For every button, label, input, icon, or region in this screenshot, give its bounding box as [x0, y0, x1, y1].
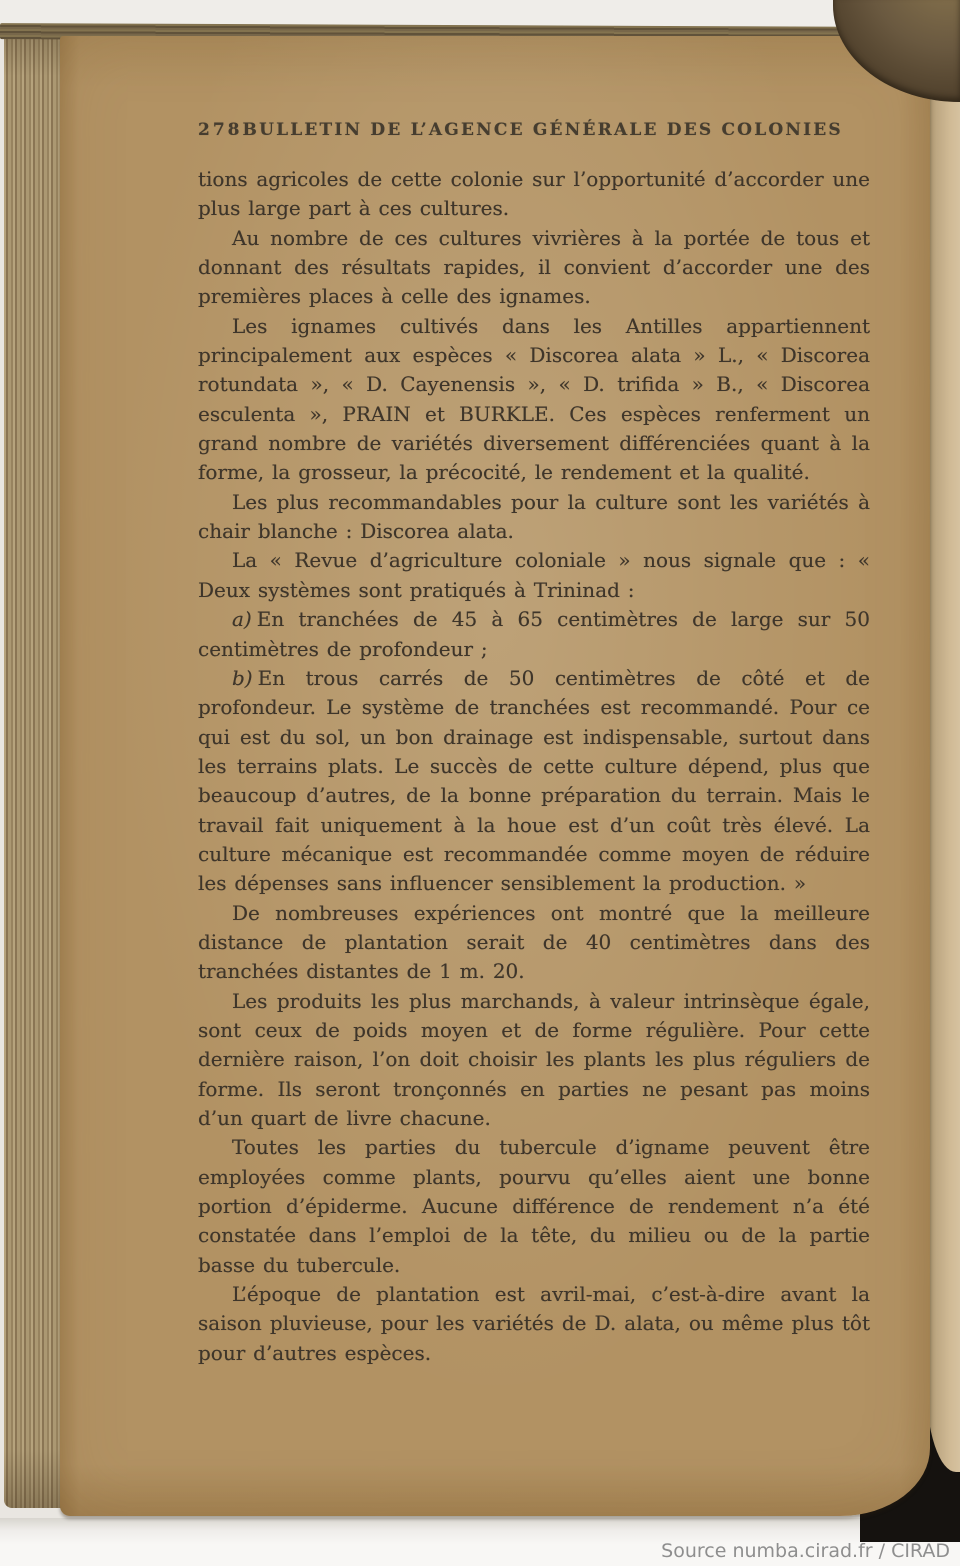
paragraph: a) En tranchées de 45 à 65 centimètres de large sur 50 centimètres de profondeur ; — [198, 607, 870, 661]
page-header — [198, 120, 870, 140]
paragraph: Toutes les parties du tubercule d’igname peuvent être employées comme plants, pourvu qu’elles aient une bonne portion d’épiderme. Aucune différence de rendement n’a été constatée dans l’emploi de la tête, du milieu ou de la partie basse du tubercule. — [198, 1135, 870, 1277]
paragraph: De nombreuses expériences ont montré que la meilleure distance de plantation serait de 40 centimètres dans des tranchées distantes de 1 m. 20. — [198, 900, 870, 984]
page-edges-stack — [4, 32, 68, 1508]
paragraph: L’époque de plantation est avril-mai, c’est-à-dire avant la saison pluvieuse, pour les variétés de D. alata, ou même plus tôt pour d’autres espèces. — [198, 1282, 870, 1365]
paragraph: Les produits les plus marchands, à valeur intrinsèque égale, sont ceux de poids moyen et de forme régulière. Pour cette dernière raison, l’on doit choisir les plants les plus réguliers de forme. Ils seront tronçonnés en parties ne pesant pas moins d’un quart de livre chacune. — [198, 988, 870, 1130]
paragraph: La « Revue d’agriculture coloniale » nous signale que : « Deux systèmes sont pratiqués à Trininad : — [198, 548, 870, 602]
page-number: 278 — [198, 120, 243, 140]
list-marker: a) — [232, 607, 252, 632]
paragraph: Au nombre de ces cultures vivrières à la portée de tous et donnant des résultats rapides, il convient d’accorder une des premières places à celle des ignames. — [198, 225, 870, 309]
page-body — [198, 165, 870, 1368]
running-title: BULLETIN DE L’AGENCE GÉNÉRALE DES COLONIES — [242, 120, 843, 140]
paragraph: Les ignames cultivés dans les Antilles appartiennent principalement aux espèces « Discorea alata » L., « Discorea rotundata », « D. Cayenensis », « D. trifida » B., « Discorea esculenta », PRAIN et BURKLE. Ces espèces renferment un grand nombre de variétés diversement différenciées quant à la forme, la grosseur, la précocité, le rendement et la qualité. — [198, 313, 870, 485]
source-text: Source numba.cirad.fr / CIRAD — [661, 1540, 950, 1562]
book-page — [60, 36, 930, 1516]
adjacent-page-edge — [926, 52, 960, 1472]
list-marker: b) — [232, 665, 253, 690]
paragraph: Les plus recommandables pour la culture sont les variétés à chair blanche : Discorea alata. — [198, 489, 870, 544]
paragraph: tions agricoles de cette colonie sur l’opportunité d’accorder une plus large part à ces cultures. — [198, 167, 870, 221]
paragraph: b) En trous carrés de 50 centimètres de côté et de profondeur. Le système de tranchées est recommandé. Pour ce qui est du sol, un bon drainage est indispensable, surtout dans les terrains plats. Le succès de cette culture dépend, plus que beaucoup d’autres, de la bonne préparation du terrain. Mais le travail fait uniquement à la houe est d’un coût très élevé. La culture mécanique est recommandée comme moyen de réduire les dépenses sans influencer sensiblement la production. » — [198, 665, 870, 896]
source-attribution-bar — [0, 1536, 960, 1566]
